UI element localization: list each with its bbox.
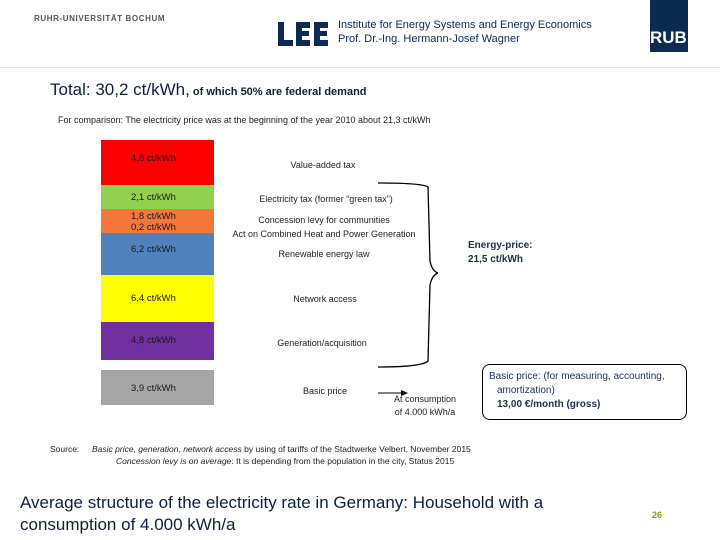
segment-value: 3,9 ct/kWh xyxy=(131,383,176,394)
segment-value: 2,1 ct/kWh xyxy=(131,192,176,203)
label-renewable-energy: Renewable energy law xyxy=(278,249,370,259)
rub-logo-text: RUB xyxy=(650,28,687,47)
comparison-note: For comparison: The electricity price was at the beginning of the year 2010 about 21,3 ct/kWh xyxy=(58,115,431,125)
label-value-added-tax: Value-added tax xyxy=(290,160,356,170)
basic-price-heading: Basic price xyxy=(489,371,538,382)
source-line-1 xyxy=(92,444,471,454)
energy-price-value: 21,5 ct/kWh xyxy=(468,254,524,265)
segment-value: 4,8 ct/kWh xyxy=(131,153,176,164)
segment-concession-levy xyxy=(101,209,214,233)
basic-price-desc2: amortization) xyxy=(497,385,555,396)
slide-caption: Average structure of the electricity rate in Germany: Household with a consumption of 4.000 kWh/a xyxy=(20,493,544,534)
segment-value: 4,8 ct/kWh xyxy=(131,335,176,346)
segment-network-access xyxy=(101,275,214,322)
segment-basic-price xyxy=(101,370,214,405)
consumption-line: At consumption xyxy=(394,394,457,404)
basic-price-box xyxy=(482,364,687,420)
source-italic: Concession levy is on average xyxy=(116,456,232,466)
source-italic: Basic price, generation, network access xyxy=(92,444,242,454)
professor-name: Prof. Dr.-Ing. Hermann-Josef Wagner xyxy=(338,33,520,45)
university-name: RUHR-UNIVERSITÄT BOCHUM xyxy=(34,14,166,23)
label-electricity-tax: Electricity tax (former “green tax”) xyxy=(259,194,393,204)
total-heading xyxy=(50,80,367,100)
label-network-access: Network access xyxy=(293,294,357,304)
segment-value: 0,2 ct/kWh xyxy=(131,222,176,233)
label-generation: Generation/acquisition xyxy=(277,338,367,348)
energy-price-bracket xyxy=(378,181,438,369)
source-line-2 xyxy=(116,456,454,466)
total-main: Total: 30,2 ct/kWh, xyxy=(50,80,190,99)
segment-value: 1,8 ct/kWh xyxy=(131,211,176,222)
institute-name: Institute for Energy Systems and Energy Economics xyxy=(338,19,592,31)
page-number: 26 xyxy=(652,510,663,520)
total-tail: of which 50% are federal demand xyxy=(189,86,367,98)
segment-renewable-energy xyxy=(101,233,214,275)
label-line: Concession levy for communities xyxy=(258,215,390,225)
energy-price-label xyxy=(468,239,532,267)
basic-price-amount: 13,00 €/month (gross) xyxy=(497,399,601,410)
lee-logo xyxy=(276,20,330,48)
segment-value: 6,2 ct/kWh xyxy=(131,244,176,255)
segment-generation xyxy=(101,322,214,360)
label-basic-price: Basic price xyxy=(302,386,347,396)
basic-price-desc: : (for measuring, accounting, xyxy=(537,371,665,382)
label-line: Act on Combined Heat and Power Generation xyxy=(232,229,416,239)
segment-electricity-tax xyxy=(101,185,214,209)
source-text: by using of tariffs of the Stadtwerke Velbert, November 2015 xyxy=(241,444,471,454)
source-label: Source: xyxy=(50,444,80,454)
header-divider xyxy=(0,67,720,68)
consumption-note xyxy=(394,393,456,419)
source-text: : It is depending from the population in the city, Status 2015 xyxy=(231,456,455,466)
segment-value: 6,4 ct/kWh xyxy=(131,293,176,304)
segment-value-added-tax xyxy=(101,140,214,185)
energy-price-title: Energy-price: xyxy=(468,240,533,251)
consumption-line: of 4.000 kWh/a xyxy=(394,407,456,417)
